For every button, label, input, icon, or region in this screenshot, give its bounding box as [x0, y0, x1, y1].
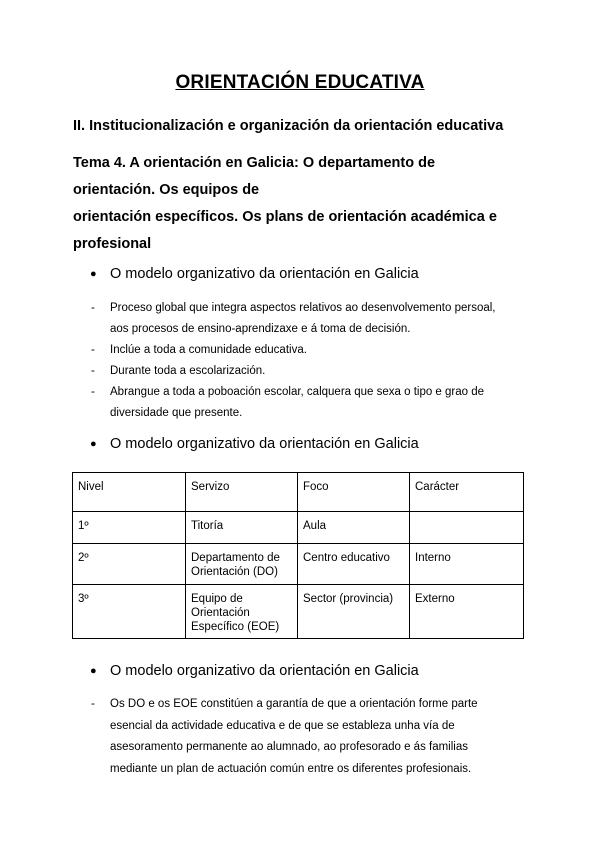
bullet-heading-text: O modelo organizativo da orientación en Galicia: [110, 266, 419, 282]
table-header-cell: Servizo: [186, 473, 298, 512]
list-item-line: diversidade que presente.: [110, 407, 243, 419]
dash-icon: -: [91, 365, 95, 377]
list-item: [91, 361, 531, 382]
dash-icon: -: [91, 386, 95, 398]
table-cell: Externo: [410, 585, 524, 639]
table-cell: Equipo de Orientación Específico (EOE): [186, 585, 298, 639]
topic-heading-line: orientación específicos. Os plans de orientación académica e: [73, 209, 497, 225]
bullet-icon: ●: [90, 665, 97, 677]
dash-icon: -: [91, 344, 95, 356]
table-cell: Centro educativo: [298, 544, 410, 585]
topic-heading-line: Tema 4. A orientación en Galicia: O departamento de: [73, 155, 436, 171]
table-cell: 1º: [73, 512, 186, 544]
list-item-line: aos procesos de ensino-aprendizaxe e á toma de decisión.: [110, 323, 411, 335]
orientation-table: [72, 472, 524, 639]
bullet-icon: ●: [90, 268, 97, 280]
table-header-cell: Foco: [298, 473, 410, 512]
list-item-line: Proceso global que integra aspectos relativos ao desenvolvemento persoal,: [110, 302, 496, 314]
table-cell: Aula: [298, 512, 410, 544]
table-header-cell: Nivel: [73, 473, 186, 512]
table-row: [73, 512, 524, 544]
table-header-cell: Carácter: [410, 473, 524, 512]
list-item-line: Durante toda a escolarización.: [110, 365, 266, 377]
bullet-heading-text: O modelo organizativo da orientación en Galicia: [110, 436, 419, 452]
list-item: [91, 340, 531, 361]
dash-list-1: [91, 298, 531, 424]
list-item-line: mediante un plan de actuación común entre os diferentes profesionais.: [110, 762, 472, 775]
bullet-heading-2: [90, 436, 419, 452]
list-item-line: Inclúe a toda a comunidade educativa.: [110, 344, 307, 356]
topic-heading-line: orientación. Os equipos de: [73, 182, 260, 198]
table-header-row: [73, 473, 524, 512]
list-item: [91, 382, 531, 424]
dash-icon: -: [91, 302, 95, 314]
table-cell: Departamento de Orientación (DO): [186, 544, 298, 585]
bullet-heading-text: O modelo organizativo da orientación en Galicia: [110, 663, 419, 679]
list-item-line: Os DO e os EOE constitúen a garantía de que a orientación forme parte: [110, 698, 478, 710]
table-cell: Sector (provincia): [298, 585, 410, 639]
dash-list-3: [91, 694, 531, 780]
bullet-icon: ●: [90, 438, 97, 450]
dash-icon: -: [91, 698, 95, 710]
list-item-line: Abrangue a toda a poboación escolar, calquera que sexa o tipo e grao de: [110, 386, 485, 398]
topic-heading: [73, 150, 553, 258]
topic-heading-line: profesional: [73, 236, 152, 252]
table-cell: 3º: [73, 585, 186, 639]
page-title: ORIENTACIÓN EDUCATIVA: [175, 72, 425, 93]
table-cell: Titoría: [186, 512, 298, 544]
list-item-line: asesoramento permanente ao alumnado, ao profesorado e ás familias: [110, 741, 468, 753]
table-row: [73, 585, 524, 639]
table-row: [73, 544, 524, 585]
table-cell: [410, 512, 524, 544]
bullet-heading-3: [90, 663, 419, 679]
list-item: [91, 298, 531, 340]
list-item: [91, 694, 531, 780]
table-cell: Interno: [410, 544, 524, 585]
table-cell: 2º: [73, 544, 186, 585]
bullet-heading-1: [90, 266, 419, 282]
section-subtitle: II. Institucionalización e organización da orientación educativa: [73, 118, 504, 134]
list-item-line: esencial da actividade educativa e de que se estableza unha vía de: [110, 719, 455, 732]
